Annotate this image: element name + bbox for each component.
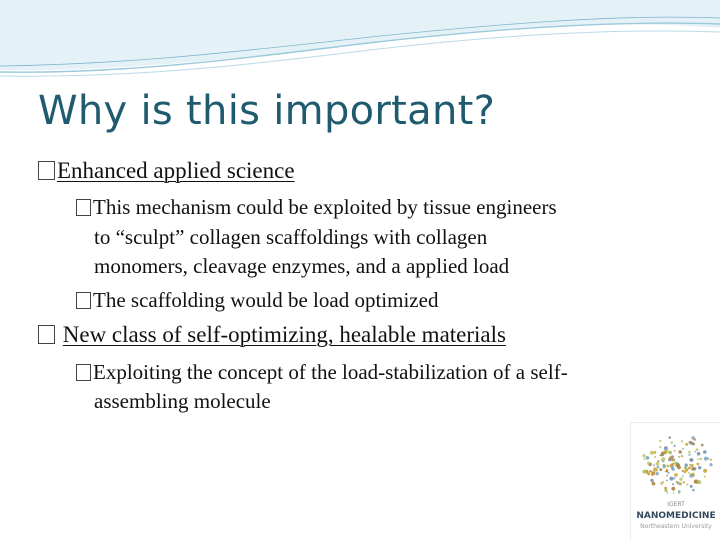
- logo-dot: [657, 466, 660, 469]
- logo-dot: [686, 483, 688, 485]
- logo-dot: [650, 451, 654, 455]
- header-wave-decoration: [0, 0, 720, 90]
- logo-dot: [692, 489, 695, 492]
- logo-dot: [669, 456, 673, 460]
- sub-bullet-text: Exploiting the concept of the load-stabilization of a self-: [93, 360, 568, 384]
- logo-dot: [647, 462, 650, 465]
- sub-bullet-item: [76, 288, 438, 313]
- logo-small-text: IGERT: [667, 501, 685, 508]
- box-glyph-icon: [76, 292, 91, 309]
- logo-dot: [688, 451, 691, 454]
- logo-dot: [681, 440, 683, 442]
- logo-dot: [694, 438, 697, 441]
- logo-dot: [664, 487, 667, 490]
- logo-dot: [682, 448, 684, 450]
- logo-dot: [698, 480, 702, 484]
- logo-dot: [646, 471, 649, 474]
- logo-dot: [685, 464, 688, 467]
- logo-dot: [697, 459, 699, 461]
- logo-dot: [654, 451, 657, 454]
- logo-dot: [681, 455, 683, 457]
- logo-dot: [657, 460, 659, 462]
- logo-dot: [673, 477, 675, 479]
- logo-dot: [671, 487, 675, 491]
- box-glyph-icon: [76, 364, 91, 381]
- logo-dot: [666, 475, 668, 477]
- logo-dot: [643, 454, 646, 457]
- logo-dot: [703, 469, 707, 473]
- logo-dot: [646, 456, 650, 460]
- logo-dot: [671, 441, 673, 443]
- logo-dot: [666, 480, 668, 482]
- logo-dot: [694, 451, 696, 453]
- logo-dot: [672, 468, 675, 471]
- logo-dots-graphic: [637, 429, 717, 499]
- logo-dot: [679, 482, 682, 485]
- logo-dot: [672, 483, 674, 485]
- logo-dot: [697, 452, 701, 456]
- logo-dot: [678, 456, 680, 458]
- logo-dot: [663, 450, 667, 454]
- logo-dot: [659, 440, 661, 442]
- logo-dot: [659, 468, 662, 471]
- logo-dot: [673, 492, 675, 494]
- logo-dot: [667, 492, 669, 494]
- logo-dot: [649, 470, 651, 472]
- logo-dot: [710, 459, 712, 461]
- sub-bullet-item: [76, 195, 557, 220]
- logo-dot: [689, 464, 691, 466]
- logo-dot: [644, 458, 646, 460]
- logo-main-text: NANOMEDICINE: [636, 511, 716, 521]
- sub-bullet-continuation: to “sculpt” collagen scaffoldings with collagen: [94, 225, 488, 249]
- logo-dot: [700, 458, 702, 460]
- bullet-text: Enhanced applied science: [57, 158, 295, 183]
- logo-dot: [691, 464, 694, 467]
- logo-dot: [669, 436, 672, 439]
- logo-dot: [703, 450, 707, 454]
- logo-dot: [652, 482, 656, 486]
- logo-dot: [662, 465, 666, 469]
- logo-dot: [655, 470, 657, 472]
- logo-dot: [709, 463, 712, 466]
- logo-dot: [694, 480, 697, 483]
- logo-dot: [659, 446, 661, 448]
- logo-dot: [690, 485, 693, 488]
- logo-dot: [668, 472, 670, 474]
- logo-dot: [642, 470, 646, 474]
- logo-dot: [682, 475, 684, 477]
- logo-dot: [678, 492, 680, 494]
- logo-dot: [659, 454, 661, 456]
- nanomedicine-logo: [630, 422, 720, 541]
- logo-dot: [685, 443, 688, 446]
- sub-bullet-text: The scaffolding would be load optimized: [93, 288, 439, 312]
- bullet-item: [38, 158, 295, 184]
- logo-dot: [690, 441, 693, 444]
- logo-dot: [656, 472, 659, 475]
- logo-dot: [676, 481, 678, 483]
- logo-dot: [683, 481, 685, 483]
- logo-dot: [688, 467, 691, 470]
- box-glyph-icon: [76, 199, 91, 216]
- logo-dot: [692, 467, 695, 470]
- logo-dot: [674, 473, 678, 477]
- logo-dot: [707, 457, 709, 459]
- logo-dot: [679, 478, 682, 481]
- box-glyph-icon: [38, 161, 55, 180]
- logo-dot: [696, 448, 699, 451]
- logo-dot: [698, 466, 701, 469]
- logo-dot: [691, 473, 695, 477]
- logo-dot: [688, 472, 690, 474]
- logo-dot: [697, 463, 700, 466]
- logo-dot: [656, 462, 660, 466]
- logo-dot: [662, 457, 666, 461]
- logo-dot: [679, 450, 682, 453]
- logo-dot: [666, 465, 669, 468]
- bullet-text: New class of self-optimizing, healable materials: [62, 322, 506, 347]
- logo-dot: [668, 451, 672, 455]
- logo-dot: [660, 482, 663, 485]
- bullet-item: [38, 322, 506, 348]
- logo-dot: [650, 479, 653, 482]
- logo-dot: [689, 458, 693, 462]
- sub-bullet-item: [76, 360, 568, 385]
- logo-dot: [701, 444, 704, 447]
- logo-dot: [674, 450, 676, 452]
- logo-dot: [677, 463, 679, 465]
- logo-dot: [654, 456, 656, 458]
- logo-dot: [653, 464, 655, 466]
- logo-dot: [674, 445, 676, 447]
- logo-dot: [651, 472, 655, 476]
- logo-sub-text: Northeastern University: [640, 523, 712, 530]
- logo-dot: [682, 470, 684, 472]
- logo-dot: [704, 476, 706, 478]
- logo-dot: [688, 454, 690, 456]
- sub-bullet-continuation: monomers, cleavage enzymes, and a applied load: [94, 254, 510, 278]
- box-glyph-icon: [38, 325, 55, 344]
- slide-title: Why is this important?: [38, 88, 496, 134]
- logo-dot: [685, 468, 689, 472]
- logo-dot: [669, 477, 673, 481]
- sub-bullet-continuation: assembling molecule: [94, 389, 271, 413]
- sub-bullet-text: This mechanism could be exploited by tissue engineers: [93, 195, 557, 219]
